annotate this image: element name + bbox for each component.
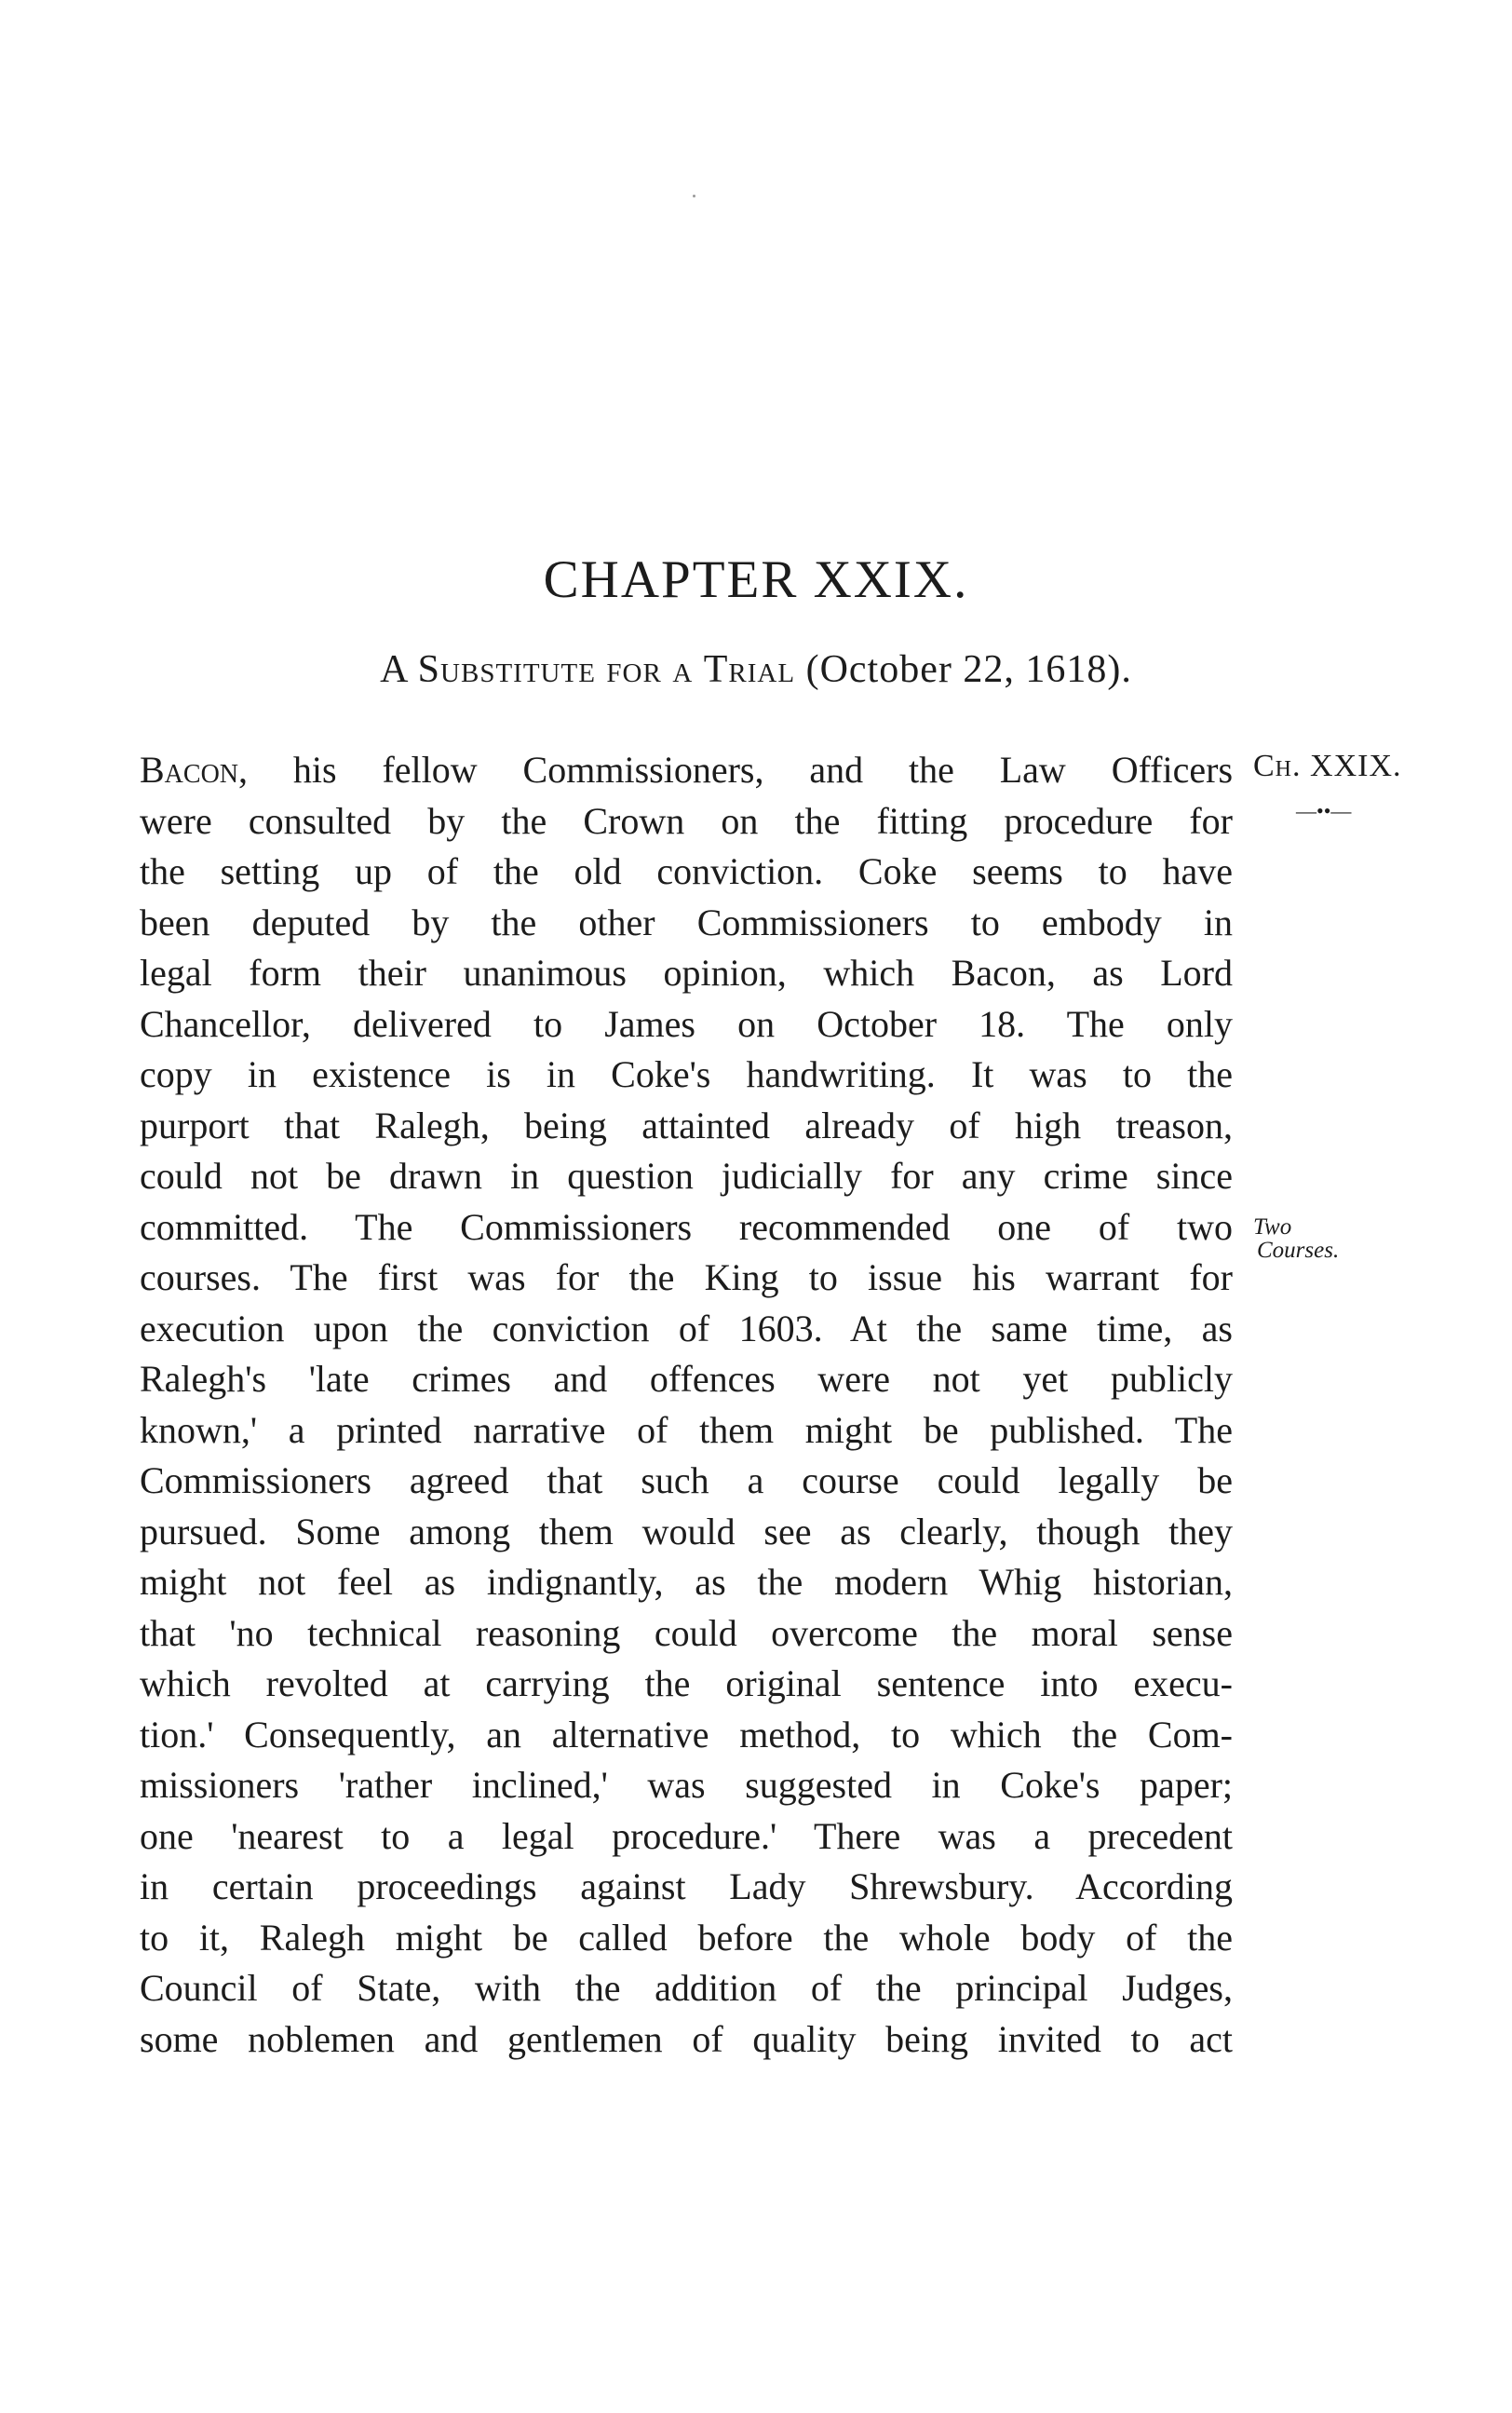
subtitle-word-substitute: Substitute xyxy=(417,648,596,691)
subtitle-article: A xyxy=(380,648,408,691)
subtitle-word-for-a: for a xyxy=(606,648,694,691)
subtitle-date: (October 22, 1618). xyxy=(805,648,1132,691)
text-line-content: his fellow Commissioners, and the Law Officers xyxy=(292,749,1234,791)
text-line: execution upon the conviction of 1603. At the same time, as xyxy=(140,1307,1233,1349)
text-line: copy in existence is in Coke's handwriting. It was to the xyxy=(140,1053,1233,1095)
chapter-heading: CHAPTER XXIX. xyxy=(543,550,969,609)
text-line: to it, Ralegh might be called before the whole body of the xyxy=(140,1916,1233,1959)
text-line: missioners 'rather inclined,' was suggested in Coke's paper; xyxy=(140,1764,1233,1806)
text-line: legal form their unanimous opinion, which Bacon, as Lord xyxy=(140,952,1233,994)
text-line: courses. The first was for the King to issue his warrant for xyxy=(140,1256,1233,1298)
text-line: purport that Ralegh, being attainted already of high treason, xyxy=(140,1104,1233,1146)
text-line: the setting up of the old conviction. Coke seems to have xyxy=(140,850,1233,892)
running-chapter-label: Ch. XXIX. xyxy=(1253,749,1402,783)
margin-note-line: Two xyxy=(1253,1214,1292,1240)
text-line: might not feel as indignantly, as the modern Whig historian, xyxy=(140,1561,1233,1603)
subtitle-word-trial: Trial xyxy=(703,648,796,691)
text-line: Council of State, with the addition of the principal Judges, xyxy=(140,1967,1233,2009)
text-line: were consulted by the Crown on the fitting procedure for xyxy=(140,799,1233,842)
text-line: Ralegh's 'late crimes and offences were not yet publicly xyxy=(140,1358,1233,1400)
text-line: in certain proceedings against Lady Shrewsbury. According xyxy=(140,1865,1233,1907)
text-line: been deputed by the other Commissioners to embody in xyxy=(140,901,1233,943)
margin-note-line: Courses. xyxy=(1257,1238,1340,1263)
text-line: Commissioners agreed that such a course could legally be xyxy=(140,1459,1233,1501)
margin-note-two-courses xyxy=(1253,1215,1339,1262)
text-line: pursued. Some among them would see as clearly, though they xyxy=(140,1510,1233,1552)
text-line: committed. The Commissioners recommended one of two xyxy=(140,1205,1233,1248)
text-line: known,' a printed narrative of them might be published. The xyxy=(140,1408,1233,1451)
text-line xyxy=(140,745,1233,796)
opening-word: Bacon, xyxy=(140,749,249,791)
ornament-divider: —••— xyxy=(1296,799,1352,822)
text-line: some noblemen and gentlemen of quality being invited to act xyxy=(140,2017,1233,2060)
text-line: one 'nearest to a legal procedure.' There was a precedent xyxy=(140,1814,1233,1857)
body-text xyxy=(140,745,1233,2065)
text-line: tion.' Consequently, an alternative method, to which the Com- xyxy=(140,1713,1233,1756)
text-line: Chancellor, delivered to James on October 18. The only xyxy=(140,1002,1233,1045)
text-line: which revolted at carrying the original sentence into execu- xyxy=(140,1662,1233,1704)
chapter-subtitle xyxy=(0,647,1512,692)
text-line: that 'no technical reasoning could overcome the moral sense xyxy=(140,1611,1233,1654)
text-line: could not be drawn in question judicially for any crime since xyxy=(140,1155,1233,1197)
paper-speck xyxy=(693,195,695,197)
